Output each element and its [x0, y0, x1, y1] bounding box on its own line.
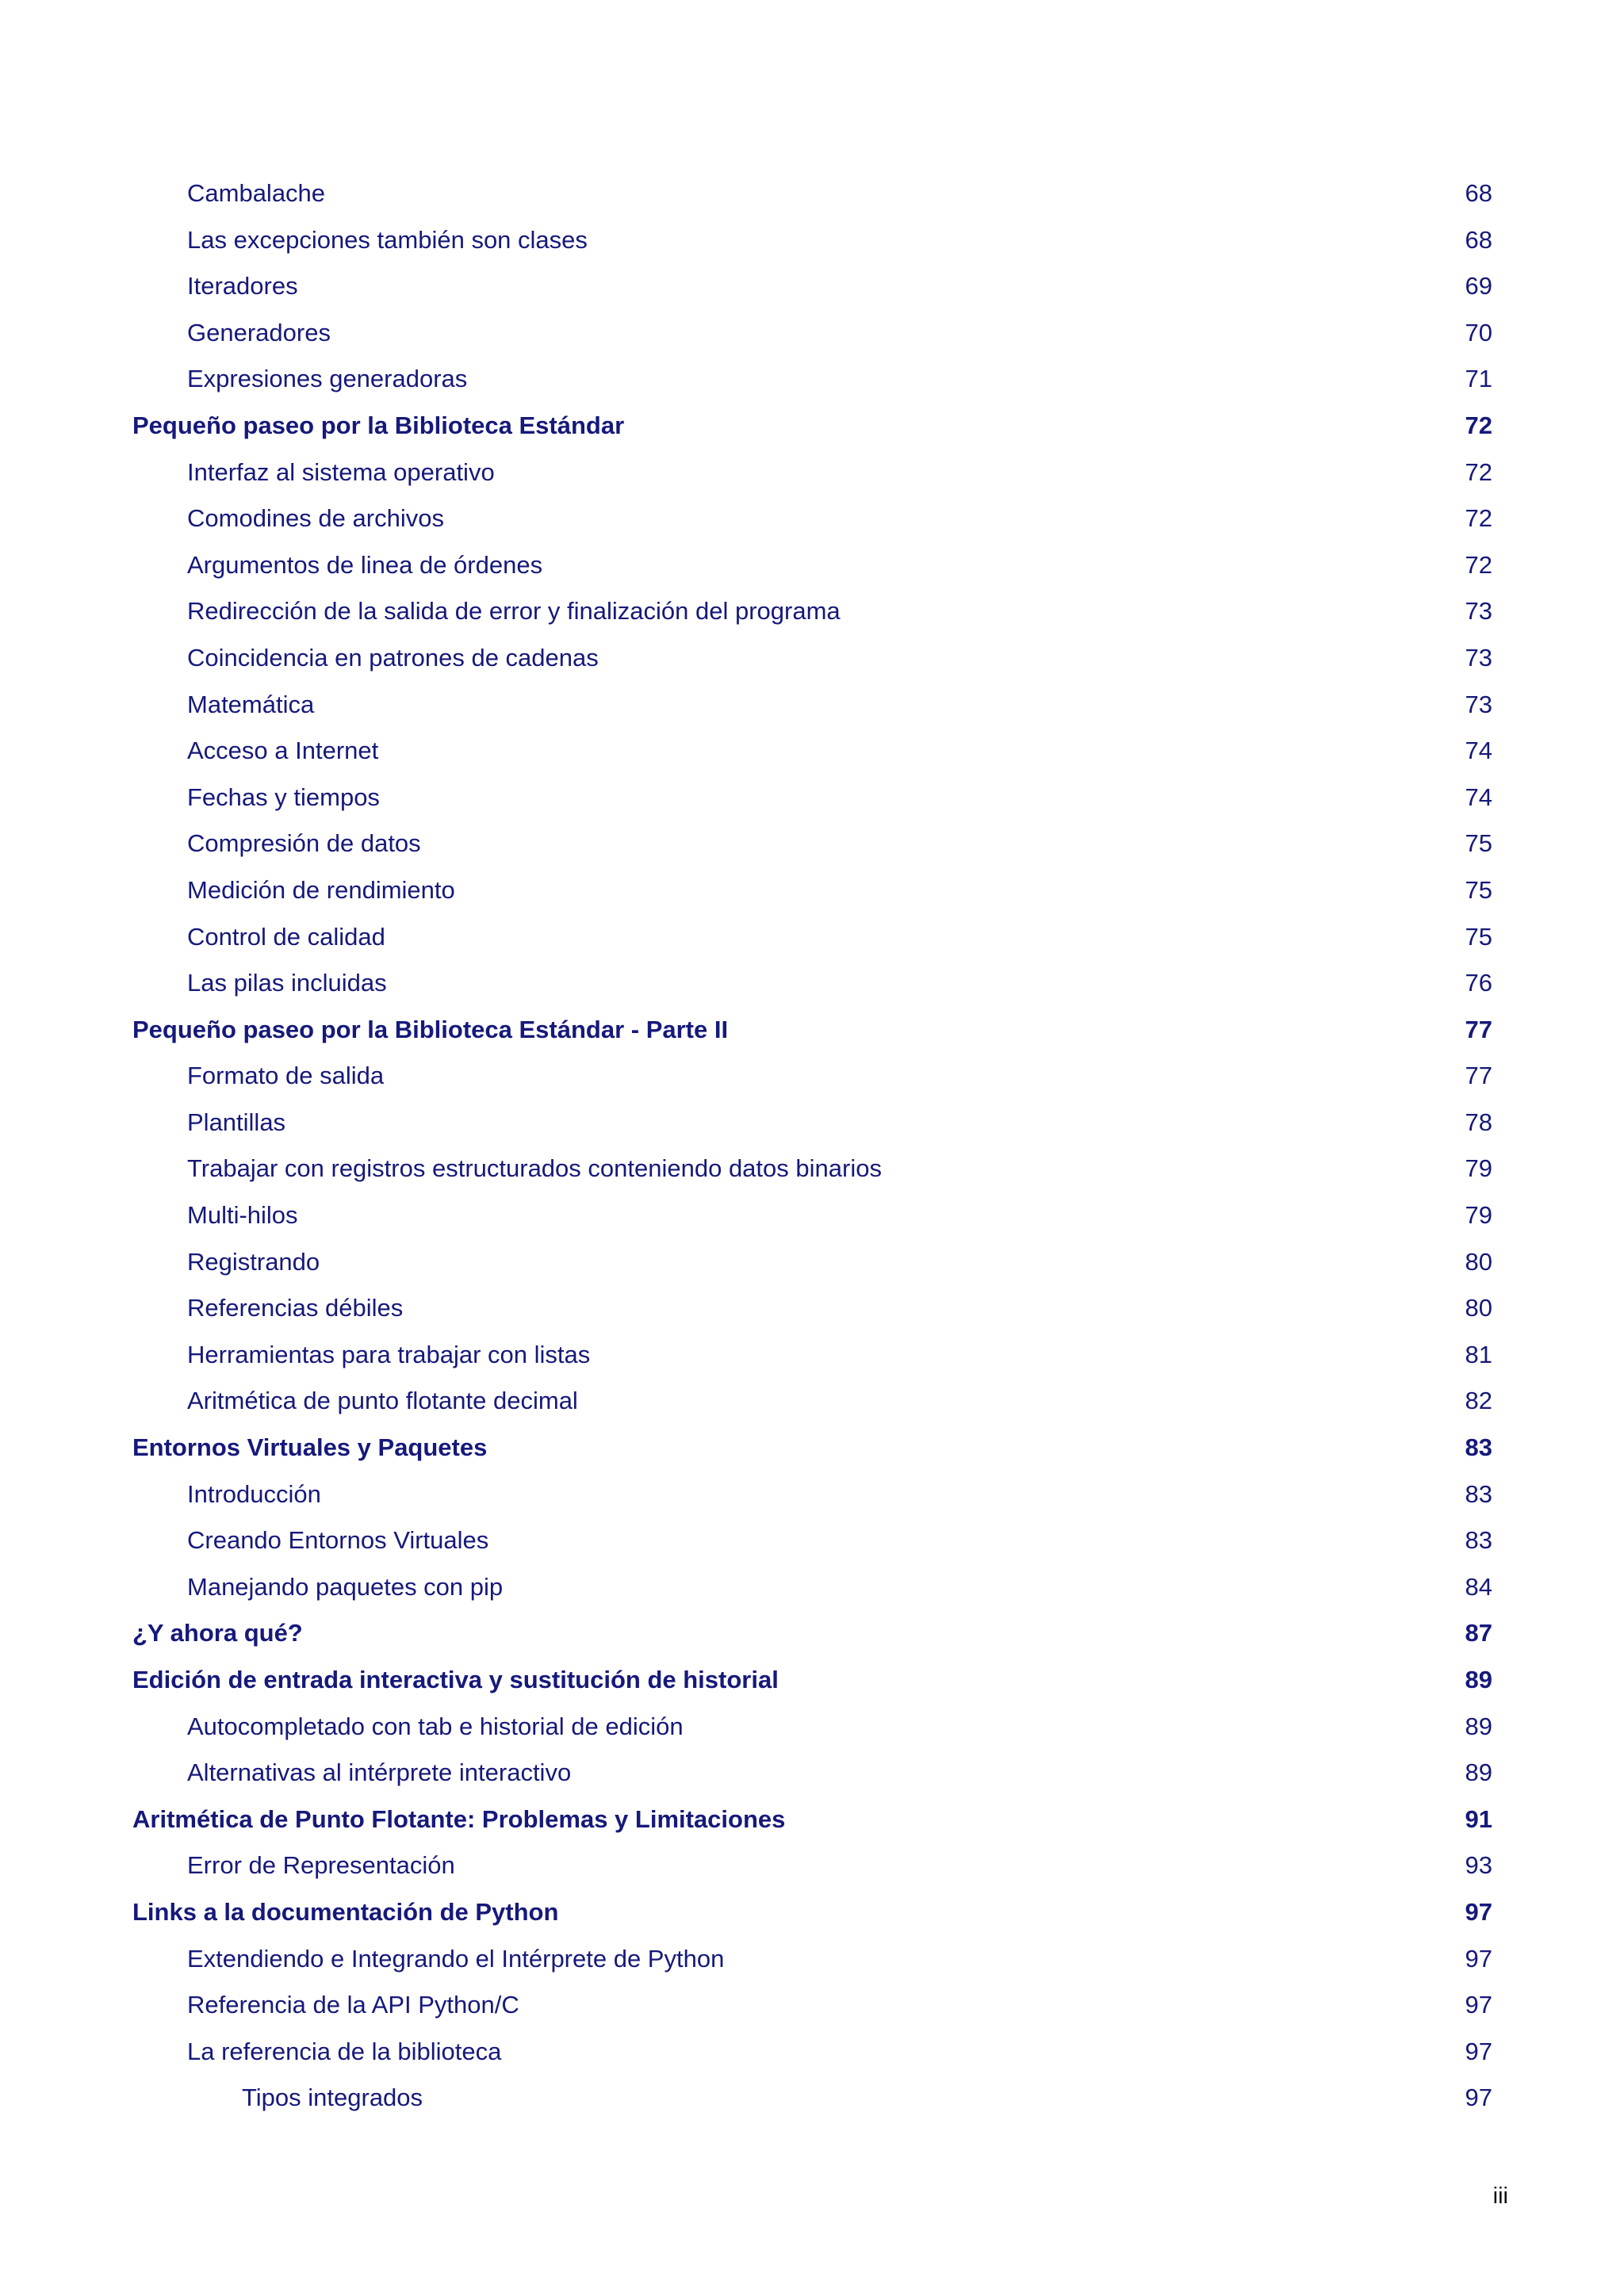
toc-entry-page-number[interactable]: 71 [1465, 365, 1492, 393]
toc-entry-page-number[interactable]: 73 [1465, 690, 1492, 718]
toc-entry-page-number[interactable]: 74 [1465, 783, 1492, 811]
toc-entry-page-number[interactable]: 83 [1465, 1526, 1492, 1555]
toc-entry-title[interactable]: Registrando [187, 1247, 320, 1276]
toc-entry[interactable] [0, 543, 1624, 590]
toc-entry-title[interactable]: Aritmética de punto flotante decimal [187, 1387, 578, 1415]
toc-entry-page-number[interactable]: 76 [1465, 969, 1492, 997]
toc-entry-page-number[interactable]: 72 [1465, 457, 1492, 486]
toc-entry-page-number[interactable]: 77 [1465, 1015, 1492, 1043]
toc-entry-page-number[interactable]: 68 [1465, 179, 1492, 207]
toc-entry-title[interactable]: Herramientas para trabajar con listas [187, 1340, 591, 1368]
toc-entry-title[interactable]: Tipos integrados [242, 2084, 423, 2112]
toc-entry[interactable] [0, 1565, 1624, 1612]
toc-entry-title[interactable]: Aritmética de Punto Flotante: Problemas y Limitaciones [132, 1804, 786, 1833]
toc-entry-title[interactable]: Alternativas al intérprete interactivo [187, 1758, 572, 1787]
toc-entry[interactable] [0, 1705, 1624, 1751]
toc-entry[interactable] [0, 171, 1624, 218]
toc-entry-title[interactable]: Manejando paquetes con pip [187, 1572, 504, 1601]
toc-entry[interactable] [0, 2030, 1624, 2076]
toc-entry-page-number[interactable]: 97 [1465, 2084, 1492, 2112]
toc-entry-page-number[interactable]: 89 [1465, 1758, 1492, 1787]
toc-entry-title[interactable]: Comodines de archivos [187, 504, 444, 533]
toc-entry-title[interactable]: Error de Representación [187, 1851, 455, 1880]
toc-entry-page-number[interactable]: 81 [1465, 1340, 1492, 1368]
toc-entry-title[interactable]: Coincidencia en patrones de cadenas [187, 643, 599, 672]
toc-entry-page-number[interactable]: 73 [1465, 597, 1492, 626]
toc-entry-title[interactable]: Interfaz al sistema operativo [187, 457, 495, 486]
toc-entry[interactable] [0, 868, 1624, 915]
table-of-contents [0, 171, 1624, 2122]
toc-entry-title[interactable]: Extendiendo e Integrando el Intérprete de Python [187, 1944, 725, 1973]
toc-entry-page-number[interactable]: 80 [1465, 1294, 1492, 1322]
toc-entry[interactable] [0, 636, 1624, 683]
toc-entry[interactable] [0, 1983, 1624, 2030]
toc-entry[interactable] [0, 589, 1624, 636]
toc-entry[interactable] [0, 404, 1624, 450]
toc-entry-title[interactable]: Fechas y tiempos [187, 783, 380, 811]
toc-entry-title[interactable]: Redirección de la salida de error y finalización del programa [187, 597, 841, 626]
toc-entry-title[interactable]: Multi-hilos [187, 1201, 298, 1230]
toc-entry-title[interactable]: Formato de salida [187, 1062, 385, 1090]
toc-entry[interactable] [0, 1518, 1624, 1565]
toc-entry[interactable] [0, 357, 1624, 404]
toc-entry[interactable] [0, 775, 1624, 822]
toc-entry[interactable] [0, 1333, 1624, 1380]
toc-entry-page-number[interactable]: 75 [1465, 829, 1492, 858]
toc-entry[interactable] [0, 1611, 1624, 1658]
toc-entry-title[interactable]: Referencia de la API Python/C [187, 1991, 519, 2019]
toc-entry[interactable] [0, 496, 1624, 543]
toc-entry[interactable] [0, 961, 1624, 1008]
toc-entry[interactable] [0, 450, 1624, 497]
toc-entry[interactable] [0, 218, 1624, 265]
toc-entry-page-number[interactable]: 73 [1465, 643, 1492, 672]
toc-entry[interactable] [0, 264, 1624, 311]
toc-entry-page-number[interactable]: 69 [1465, 272, 1492, 300]
toc-entry[interactable] [0, 1658, 1624, 1705]
toc-entry-title[interactable]: Links a la documentación de Python [132, 1897, 559, 1926]
toc-entry[interactable] [0, 1937, 1624, 1984]
toc-entry-title[interactable]: Edición de entrada interactiva y sustitución de historial [132, 1666, 779, 1693]
toc-entry[interactable] [0, 1843, 1624, 1890]
toc-entry-title[interactable]: Autocompletado con tab e historial de edición [187, 1712, 684, 1740]
toc-entry[interactable] [0, 1100, 1624, 1147]
toc-entry-title[interactable]: Compresión de datos [187, 829, 421, 858]
toc-entry-title[interactable]: Medición de rendimiento [187, 875, 455, 904]
toc-entry-title[interactable]: Cambalache [187, 179, 326, 207]
toc-entry-title[interactable]: Referencias débiles [187, 1294, 404, 1322]
toc-entry[interactable] [0, 1890, 1624, 1937]
toc-entry-page-number[interactable]: 77 [1465, 1062, 1492, 1090]
toc-entry-page-number[interactable]: 70 [1465, 318, 1492, 346]
toc-entry-title[interactable]: Iteradores [187, 272, 298, 300]
toc-entry[interactable] [0, 915, 1624, 962]
toc-entry-page-number[interactable]: 89 [1465, 1712, 1492, 1740]
toc-entry[interactable] [0, 1146, 1624, 1193]
toc-entry-title[interactable]: La referencia de la biblioteca [187, 2037, 502, 2065]
toc-entry-page-number[interactable]: 97 [1465, 1991, 1492, 2019]
toc-entry[interactable] [0, 1193, 1624, 1240]
toc-entry-page-number[interactable]: 72 [1465, 550, 1492, 579]
toc-entry-page-number[interactable]: 75 [1465, 922, 1492, 951]
toc-entry[interactable] [0, 1379, 1624, 1425]
toc-entry-title[interactable]: Plantillas [187, 1108, 286, 1136]
toc-entry-page-number[interactable]: 93 [1465, 1851, 1492, 1880]
toc-entry[interactable] [0, 1240, 1624, 1287]
toc-entry-page-number[interactable]: 89 [1465, 1666, 1492, 1693]
toc-entry-page-number[interactable]: 72 [1465, 411, 1492, 439]
toc-entry-page-number[interactable]: 79 [1465, 1201, 1492, 1230]
toc-entry-page-number[interactable]: 78 [1465, 1108, 1492, 1136]
toc-entry-title[interactable]: Entornos Virtuales y Paquetes [132, 1433, 488, 1462]
toc-entry-page-number[interactable]: 74 [1465, 737, 1492, 765]
toc-entry-page-number[interactable]: 68 [1465, 225, 1492, 254]
toc-entry[interactable] [0, 1472, 1624, 1519]
toc-entry-page-number[interactable]: 97 [1465, 2037, 1492, 2065]
toc-entry-title[interactable]: ¿Y ahora qué? [132, 1619, 303, 1647]
page-number: iii [1492, 2183, 1508, 2209]
toc-entry-title[interactable]: Introducción [187, 1479, 321, 1508]
toc-entry[interactable] [0, 1054, 1624, 1100]
toc-entry[interactable] [0, 821, 1624, 868]
toc-entry[interactable] [0, 1751, 1624, 1797]
toc-entry-title[interactable]: Control de calidad [187, 922, 385, 951]
toc-entry-title[interactable]: Generadores [187, 318, 331, 346]
toc-entry-title[interactable]: Pequeño paseo por la Biblioteca Estándar [132, 411, 625, 439]
toc-entry[interactable] [0, 729, 1624, 775]
toc-entry-page-number[interactable]: 87 [1465, 1619, 1492, 1647]
toc-entry-page-number[interactable]: 83 [1465, 1479, 1492, 1508]
toc-entry-page-number[interactable]: 83 [1465, 1433, 1492, 1462]
toc-entry-title[interactable]: Acceso a Internet [187, 737, 379, 765]
toc-entry-title[interactable]: Las pilas incluidas [187, 969, 387, 997]
toc-entry-title[interactable]: Creando Entornos Virtuales [187, 1526, 489, 1555]
toc-entry-page-number[interactable]: 82 [1465, 1387, 1492, 1415]
toc-entry-title[interactable]: Trabajar con registros estructurados conteniendo datos binarios [187, 1154, 882, 1183]
toc-entry[interactable] [0, 1425, 1624, 1472]
toc-entry-page-number[interactable]: 72 [1465, 504, 1492, 533]
toc-entry[interactable] [0, 1797, 1624, 1844]
toc-entry-page-number[interactable]: 97 [1465, 1897, 1492, 1926]
toc-entry[interactable] [0, 311, 1624, 358]
toc-entry-page-number[interactable]: 91 [1465, 1804, 1492, 1833]
toc-entry-page-number[interactable]: 79 [1465, 1154, 1492, 1183]
toc-entry-title[interactable]: Argumentos de linea de órdenes [187, 550, 543, 579]
toc-entry-page-number[interactable]: 75 [1465, 875, 1492, 904]
toc-entry-title[interactable]: Expresiones generadoras [187, 365, 468, 393]
toc-entry-title[interactable]: Pequeño paseo por la Biblioteca Estándar - Parte II [132, 1015, 729, 1043]
toc-entry[interactable] [0, 1286, 1624, 1333]
toc-entry-page-number[interactable]: 80 [1465, 1247, 1492, 1276]
toc-entry-page-number[interactable]: 84 [1465, 1572, 1492, 1601]
toc-entry[interactable] [0, 2076, 1624, 2122]
toc-entry[interactable] [0, 683, 1624, 729]
toc-entry-title[interactable]: Matemática [187, 690, 315, 718]
toc-entry-title[interactable]: Las excepciones también son clases [187, 225, 588, 254]
toc-entry[interactable] [0, 1008, 1624, 1054]
toc-entry-page-number[interactable]: 97 [1465, 1944, 1492, 1973]
